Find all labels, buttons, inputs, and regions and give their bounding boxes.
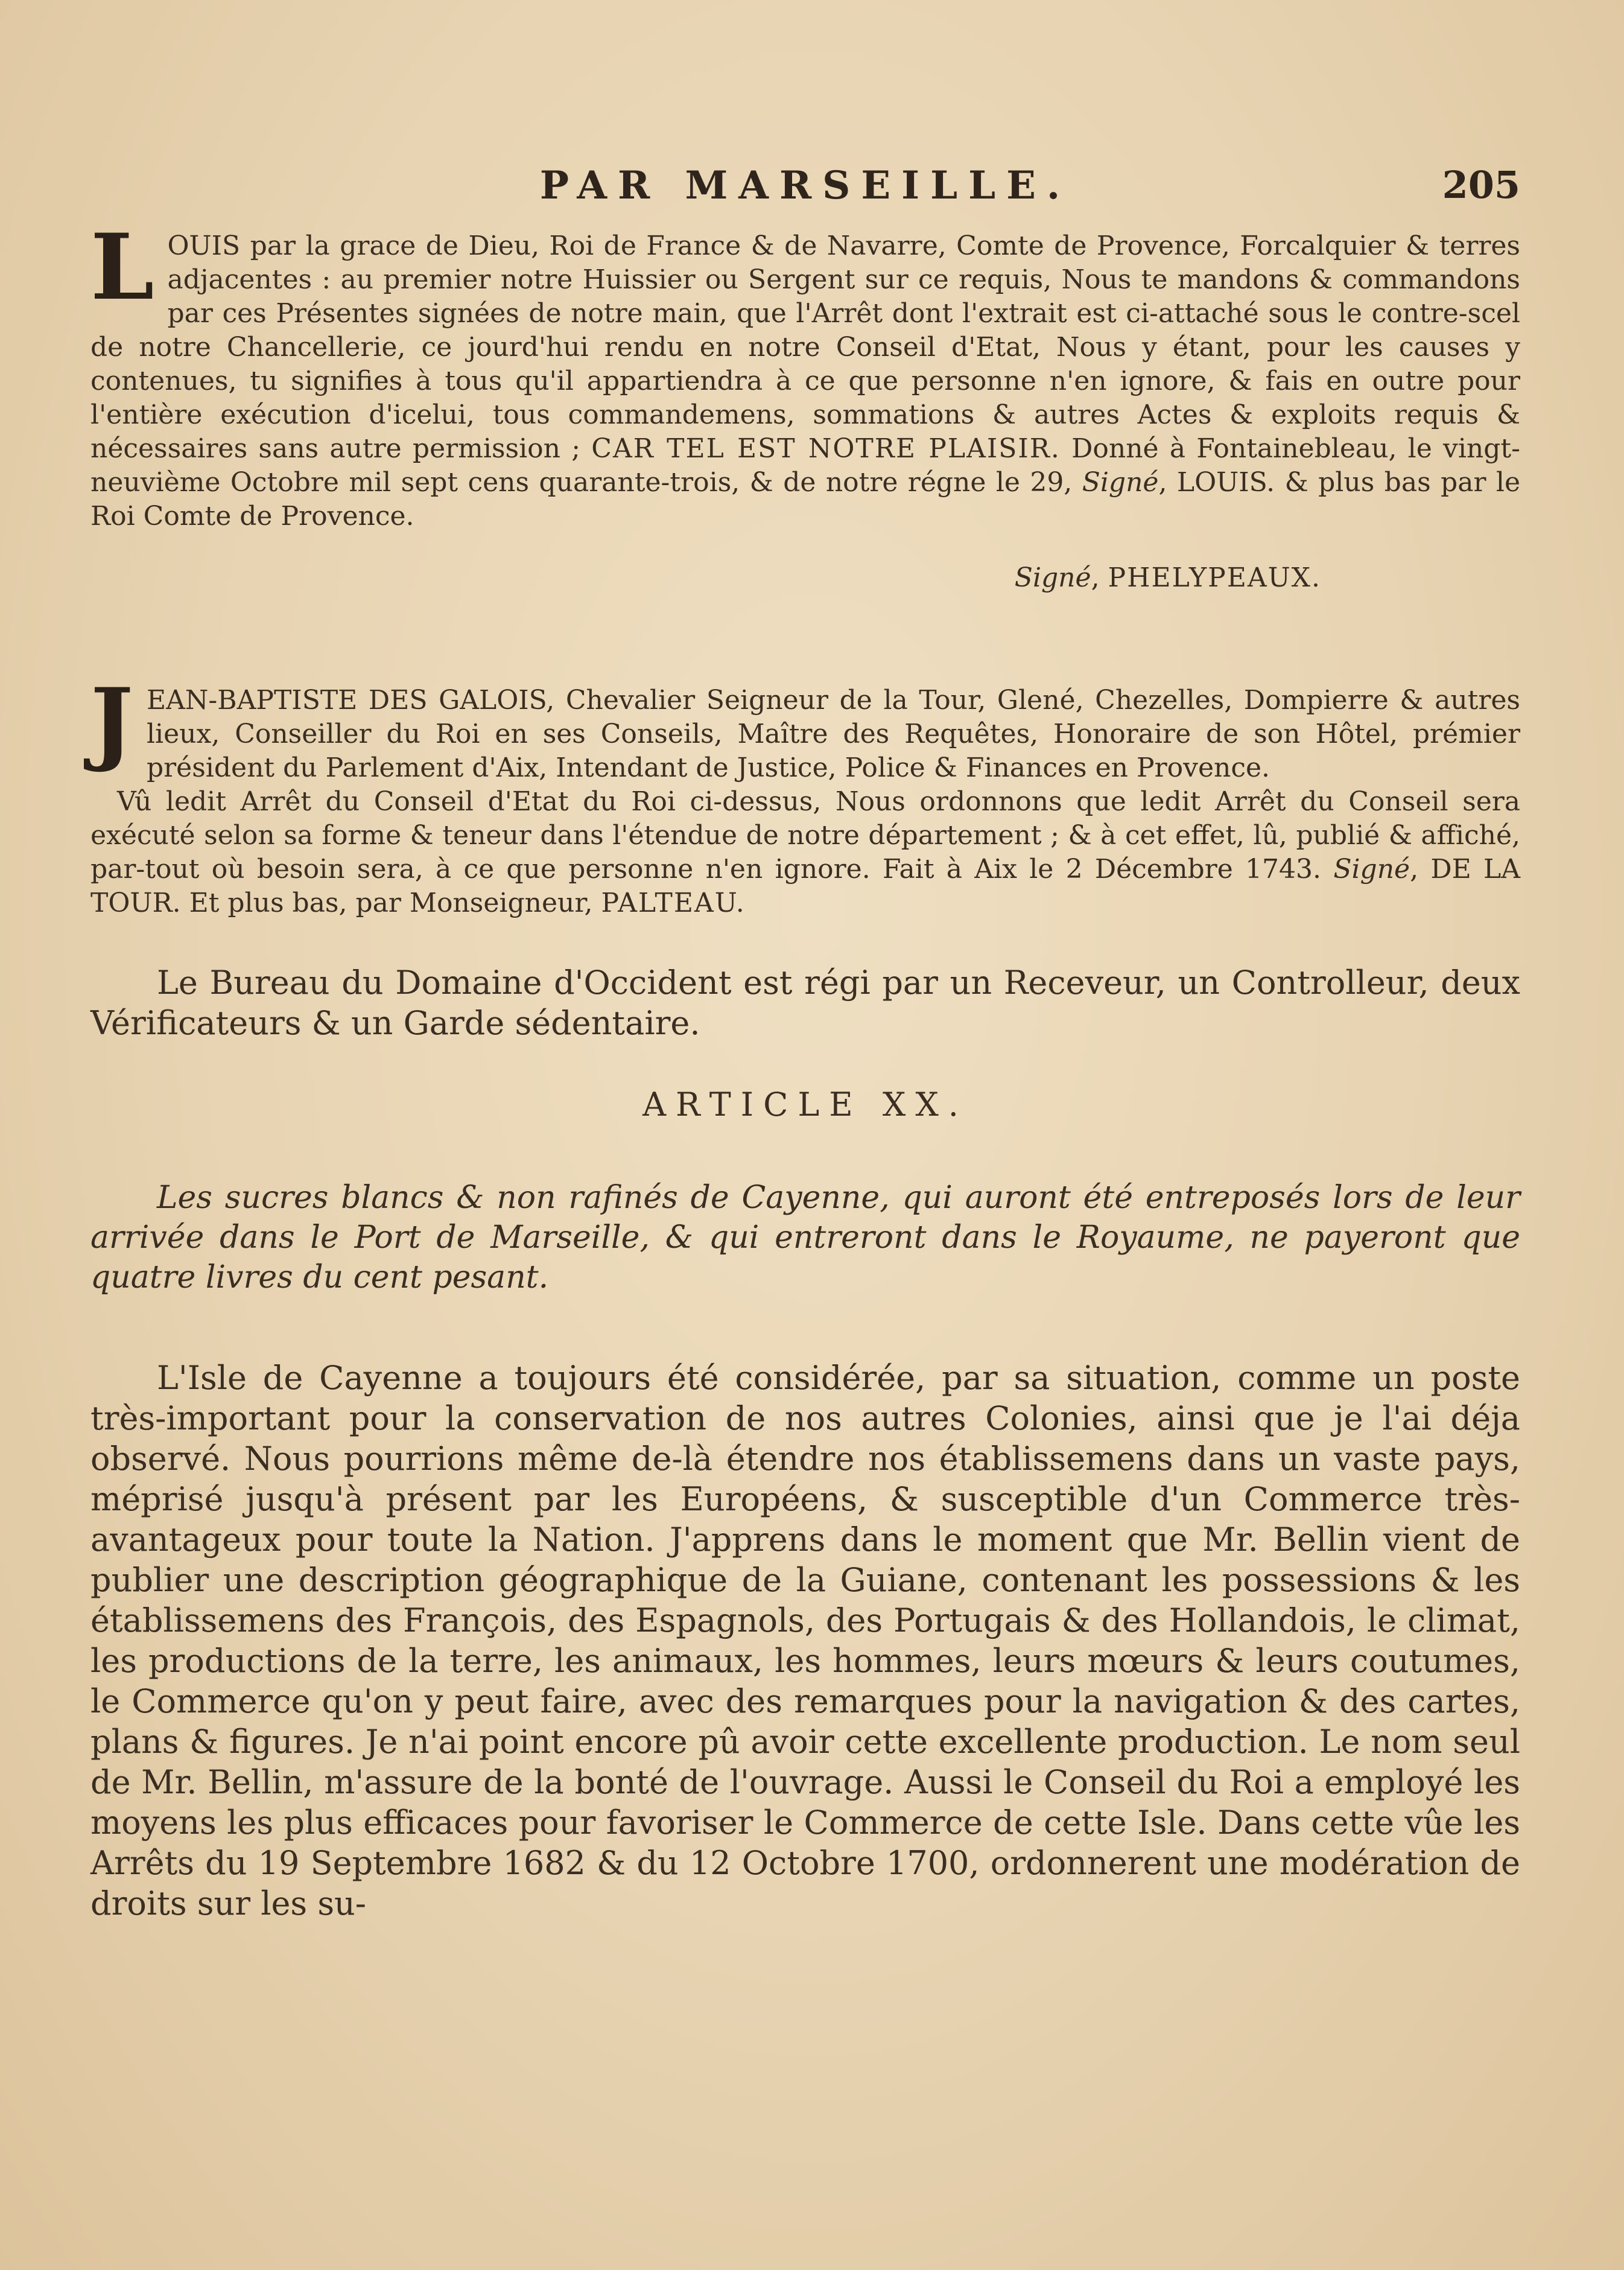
dropcap-l: L [90,214,154,320]
running-head: PAR MARSEILLE. [539,163,1071,208]
royal-formula: CAR TEL EST NOTRE PLAISIR. [591,433,1061,464]
ordinance-text-1: EAN-BAPTISTE DES GALOIS, Chevalier Seigneur de la Tour, Glené, Chezelles, Dompierre & autres lieux, Conseiller du Roi en ses Conseils, Maître des Requêtes, Honoraire de son Hôtel, prémier président du Parlement d'Aix, Intendant de Justice, Police & Finances en Provence. [146,685,1520,783]
page-header [90,163,1520,229]
countersign-word: Signé [1014,562,1091,593]
countersign-name: PHELYPEAUX. [1108,562,1321,593]
ordinance-paragraph [90,669,1520,785]
commentary-paragraph: L'Isle de Cayenne a toujours été considérée, par sa situation, comme un poste très-important pour la conservation de nos autres Colonies, ainsi que je l'ai déja observé. Nous pourrions même de-là étendre nos établissemens dans un vaste pays, méprisé jusqu'à présent par les Européens, & susceptible d'un Commerce très-avantageux pour toute la Nation. J'apprens dans le moment que Mr. Bellin vient de publier une description géographique de la Guiane, contenant les possessions & les établissemens des François, des Espagnols, des Portugais & des Hollandois, le climat, les productions de la terre, les animaux, les hommes, leurs mœurs & leurs coutumes, le Commerce qu'on y peut faire, avec des remarques pour la navigation & des cartes, plans & figures. Je n'ai point encore pû avoir cette excellente production. Le nom seul de Mr. Bellin, m'assure de la bonté de l'ouvrage. Aussi le Conseil du Roi a employé les moyens les plus efficaces pour favoriser le Commerce de cette Isle. Dans cette vûe les Arrêts du 19 Septembre 1682 & du 12 Octobre 1700, ordonnerent une modération de droits sur les su- [90,1359,1520,1922]
bureau-paragraph: Le Bureau du Domaine d'Occident est régi par un Receveur, un Controlleur, deux Vérificateurs & un Garde sédentaire. [90,964,1520,1042]
letters-patent-text-1: OUIS par la grace de Dieu, Roi de France & de Navarre, Comte de Provence, Forcalquier & terres adjacentes : au premier notre Huissier ou Sergent sur ce requis, Nous te mandons & commandons par ces Présentes signées de notre main, que l'Arrêt dont l'extrait est ci-attaché sous le contre-scel de notre Chancellerie, ce jourd'hui rendu en notre Conseil d'Etat, Nous y étant, pour les causes y contenues, tu signifies à tous qu'il appartiendra à ce que personne n'en ignore, & fais en outre pour l'entière exécution d'icelui, tous commandemens, sommations & autres Actes & exploits requis & nécessaires sans autre permission ; [90,230,1520,464]
article-text: Les sucres blancs & non rafinés de Cayenne, qui auront été entreposés lors de leur arrivée dans le Port de Marseille, & qui entreront dans le Royaume, ne payeront que quatre livres du cent pesant. [90,1180,1520,1296]
letters-patent-text-2: Donné à Fontainebleau, le vingt-neuvième Octobre mil sept cens quarante-trois, & de notre régne le 29, [90,433,1520,498]
page-content [90,163,1520,1924]
countersignature: Signé, PHELYPEAUX. [1014,562,1321,593]
spacer [90,920,1520,962]
letters-patent-text-3: , LOUIS. & plus bas par le Roi Comte de Provence. [90,467,1520,532]
letters-patent-paragraph [90,214,1520,533]
ordinance-text-2: Vû ledit Arrêt du Conseil d'Etat du Roi ci-dessus, Nous ordonnons que ledit Arrêt du Conseil sera exécuté selon sa forme & teneur dans l'étendue de notre département ; & à cet effet, lû, publié & affiché, par-tout où besoin sera, à ce que personne n'en ignore. Fait à Aix le 2 Décembre 1743. [90,786,1520,885]
ordinance-signer: , DE LA TOUR. Et plus bas, par Monseigneur, [90,854,1520,918]
article-title: ARTICLE XX. [642,1086,968,1124]
spacer [90,593,1520,684]
page-number: 205 [1442,163,1520,207]
dropcap-j: J [90,669,133,775]
ordinance-signe-word: Signé [1333,854,1410,885]
ordinance-secretary: PALTEAU. [601,888,746,918]
spacer [90,1297,1520,1358]
ordinance-order-paragraph [90,785,1520,920]
signe-word: Signé [1082,467,1159,498]
